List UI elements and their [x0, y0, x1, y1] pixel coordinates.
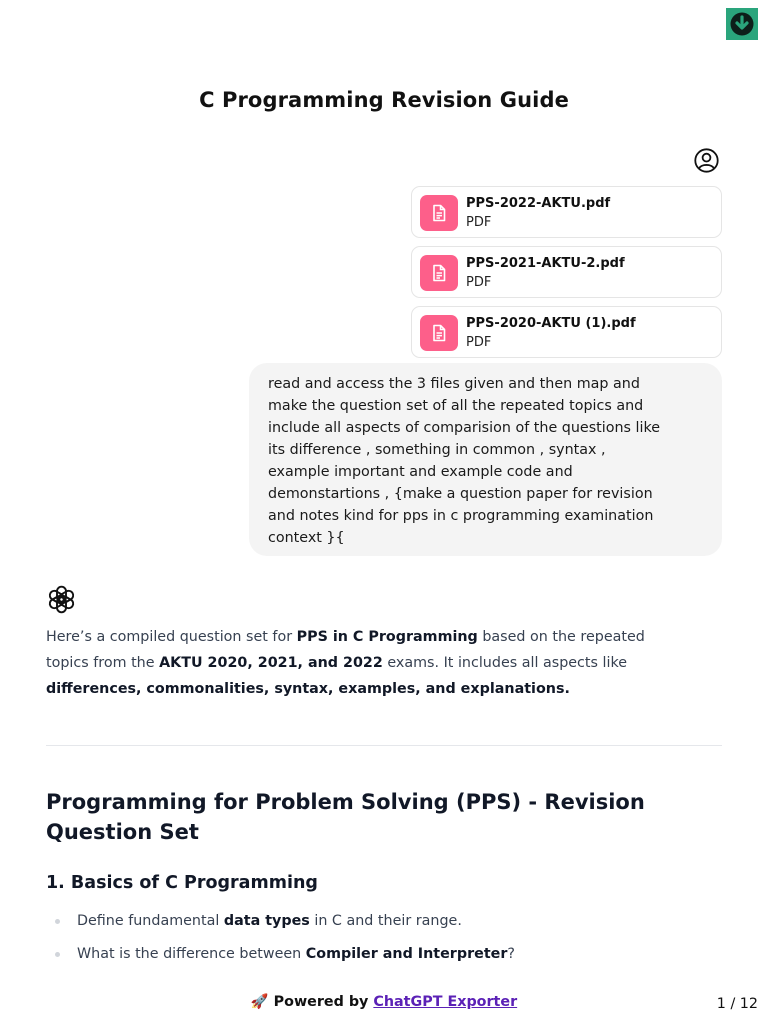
intro-text: topics from the — [46, 655, 160, 671]
section-heading — [46, 787, 736, 847]
intro-bold: differences, commonalities, syntax, examples, and explanations. — [46, 681, 570, 697]
download-arrow-icon — [728, 10, 756, 38]
assistant-intro — [46, 624, 726, 702]
attachment-type: PDF — [466, 275, 492, 290]
message-line: make the question set of all the repeated topics and — [268, 398, 644, 414]
message-line: context }{ — [268, 530, 345, 546]
intro-text: based on the repeated — [477, 629, 645, 645]
attachment-type: PDF — [466, 335, 492, 350]
message-line: example important and example code and — [268, 464, 573, 480]
attachment-name: PPS-2020-AKTU (1).pdf — [466, 316, 636, 331]
attachment-name: PPS-2022-AKTU.pdf — [466, 196, 611, 211]
item-text: ? — [507, 946, 516, 962]
item-text: in C and their range. — [309, 913, 462, 929]
footer — [0, 994, 768, 1010]
attachment-name: PPS-2021-AKTU-2.pdf — [466, 256, 625, 271]
intro-bold: AKTU 2020, 2021, and 2022 — [159, 655, 383, 671]
document-icon — [420, 195, 458, 231]
message-line: its difference , something in common , syntax , — [268, 442, 606, 458]
attachment-card[interactable] — [411, 306, 722, 358]
question-list — [55, 910, 725, 976]
message-line: and notes kind for pps in c programming examination — [268, 508, 654, 524]
attachment-type: PDF — [466, 215, 492, 230]
divider — [46, 745, 722, 746]
intro-text: Here’s a compiled question set for — [46, 629, 297, 645]
item-bold: data types — [223, 913, 310, 929]
intro-line — [46, 624, 726, 650]
attachment-card[interactable] — [411, 246, 722, 298]
heading-line: Programming for Problem Solving (PPS) - Revision — [46, 790, 645, 814]
list-item — [55, 910, 725, 943]
message-line: demonstartions , {make a question paper for revision — [268, 486, 653, 502]
item-bold: Compiler and Interpreter — [305, 946, 508, 962]
page-title: C Programming Revision Guide — [199, 88, 569, 112]
powered-by-text: Powered by — [273, 994, 374, 1010]
document-icon — [420, 315, 458, 351]
user-avatar-icon — [694, 148, 719, 173]
intro-line — [46, 676, 726, 702]
intro-text: exams. It includes all aspects like — [382, 655, 628, 671]
page-number: 1 / 12 — [716, 996, 758, 1012]
item-text: What is the difference between — [77, 946, 306, 962]
message-line: include all aspects of comparision of the questions like — [268, 420, 661, 436]
chatgpt-logo-icon — [46, 584, 77, 615]
exporter-link[interactable]: ChatGPT Exporter — [373, 994, 518, 1010]
subsection-heading: 1. Basics of C Programming — [46, 873, 318, 893]
item-text: Define fundamental — [77, 913, 224, 929]
message-line: read and access the 3 files given and then map and — [268, 376, 640, 392]
heading-line: Question Set — [46, 820, 199, 844]
user-message-bubble — [249, 363, 722, 556]
download-button[interactable] — [726, 8, 758, 40]
list-item — [55, 943, 725, 976]
intro-bold: PPS in C Programming — [296, 629, 478, 645]
intro-line — [46, 650, 726, 676]
document-icon — [420, 255, 458, 291]
attachment-card[interactable] — [411, 186, 722, 238]
rocket-icon: 🚀 — [250, 994, 269, 1010]
